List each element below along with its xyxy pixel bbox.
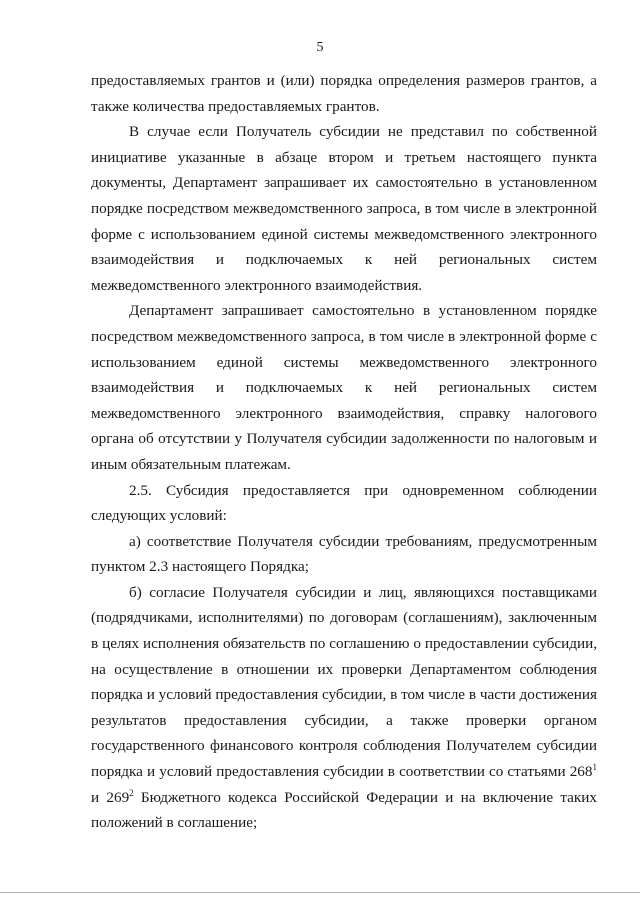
paragraph-condition-a: а) соответствие Получателя субсидии требованиям, предусмотренным пунктом 2.3 настоящего Порядка; <box>91 532 597 576</box>
page-number: 5 <box>316 40 324 55</box>
paragraph-request-documents: В случае если Получатель субсидии не представил по собственной инициативе указанные в абзаце втором и третьем настоящего пункта документы, Департамент запрашивает их самостоятельно в установленном порядке посредством межведомственного запроса, в том числе в электронной форме с использованием единой системы межведомственного электронного взаимодействия и подключаемых к ней региональных систем межведомственного электронного взаимодействия. <box>91 123 597 294</box>
paragraph-continuation: предоставляемых грантов и (или) порядка определения размеров грантов, а также количества предоставляемых грантов. <box>91 72 597 115</box>
paragraph-clause-2-5: 2.5. Субсидия предоставляется при одновременном соблюдении следующих условий: <box>91 481 597 525</box>
superscript-1: 1 <box>592 762 597 773</box>
paragraph-tax-certificate: Департамент запрашивает самостоятельно в установленном порядке посредством межведомственного запроса, в том числе в электронной форме с использованием единой системы межведомственного электронного взаимодействия и подключаемых к ней региональных систем межведомственного электронного взаимодействия, справку налогового органа об отсутствии у Получателя субсидии задолженности по налоговым и иным обязательным платежам. <box>91 302 597 473</box>
page-bottom-line <box>0 892 640 893</box>
superscript-2: 2 <box>129 787 134 798</box>
condition-b-text-3: Бюджетного кодекса Российской Федерации и на включение таких положений в соглашение; <box>91 788 597 832</box>
condition-b-text-2: и 269 <box>91 788 130 806</box>
document-body <box>91 68 597 836</box>
condition-b-text: б) согласие Получателя субсидии и лиц, являющихся поставщиками (подрядчиками, исполнителями) по договорам (соглашениям), заключенным в целях исполнения обязательств по соглашению о предоставлении субсидии, на осуществление в отношении их проверки Департаментом соблюдения порядка и условий предоставления субсидии, в том числе в части достижения результатов предоставления субсидии, а также проверки органом государственного финансового контроля соблюдения Получателем субсидии порядка и условий предоставления субсидии в соответствии со статьями 268 <box>91 583 597 781</box>
paragraph-condition-b <box>91 580 597 836</box>
